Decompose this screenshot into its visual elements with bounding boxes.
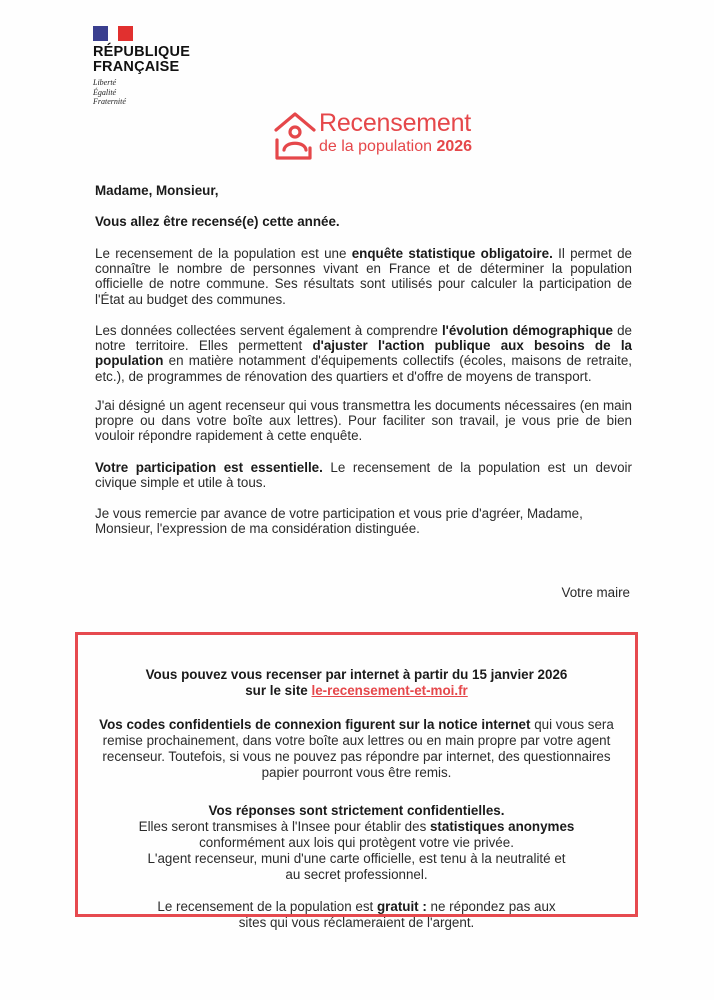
paragraph-1: Le recensement de la population est une enquête statistique obligatoire. Il permet de connaître le nombre de personnes vivant en France et de déterminer la population officielle de notre commune. Ses résultats sont utilisés pour calculer la participation de l'État au budget des communes. <box>95 246 632 307</box>
census-website-link[interactable]: le-recensement-et-moi.fr <box>311 683 468 698</box>
census-logo <box>273 110 472 162</box>
paragraph-5: Je vous remercie par avance de votre participation et vous prie d'agréer, Madame, Monsieur, l'expression de ma considération distinguée. <box>95 506 583 537</box>
free-notice: Le recensement de la population est gratuit : ne répondez pas aux sites qui vous réclameraient de l'argent. <box>157 899 556 930</box>
logo-title: Recensement <box>319 109 472 137</box>
house-person-icon <box>273 110 317 162</box>
paragraph-3: J'ai désigné un agent recenseur qui vous transmettra les documents nécessaires (en main propre ou dans votre boîte aux lettres). Pour faciliter son travail, je vous prie de bien vouloir répondre rapidement à cette enquête. <box>95 398 632 444</box>
confidential-line-4: au secret professionnel. <box>285 867 428 882</box>
republic-name: RÉPUBLIQUE FRANÇAISE <box>93 44 191 75</box>
republique-francaise-logo <box>93 26 190 107</box>
confidential-line-3: L'agent recenseur, muni d'une carte officielle, est tenu à la neutralité et <box>147 851 566 866</box>
marianne-flag-icon <box>93 26 133 41</box>
website-line: sur le site le-recensement-et-moi.fr <box>245 683 468 698</box>
confidential-line-1: Elles seront transmises à l'Insee pour établir des statistiques anonymes <box>138 819 575 834</box>
confidential-line-2: conformément aux lois qui protègent votre vie privée. <box>199 835 514 850</box>
info-box <box>75 632 638 930</box>
intro-line: Vous allez être recensé(e) cette année. <box>95 214 340 229</box>
republic-motto: Liberté Égalité Fraternité <box>93 78 126 106</box>
codes-paragraph: Vos codes confidentiels de connexion figurent sur la notice internet qui vous sera remise prochainement, dans votre boîte aux lettres ou en main propre par votre agent recenseur. Toutefois, si vous ne pouvez pas répondre par internet, des questionnaires papier pourront vous être remis. <box>99 717 614 780</box>
salutation: Madame, Monsieur, <box>95 183 219 198</box>
paragraph-2: Les données collectées servent également à comprendre l'évolution démographique de notre territoire. Elles permettent d'ajuster l'action publique aux besoins de la population en matière notamment d'équipements collectifs (écoles, maisons de retraite, etc.), de programmes de rénovation des quartiers et d'offre de moyens de transport. <box>95 323 633 384</box>
confidential-title: Vos réponses sont strictement confidentielles. <box>208 803 505 818</box>
paragraph-4: Votre participation est essentielle. Le recensement de la population est un devoir civique simple et utile à tous. <box>95 460 632 491</box>
signature: Votre maire <box>561 585 630 600</box>
online-census-line: Vous pouvez vous recenser par internet à partir du 15 janvier 2026 <box>145 667 568 682</box>
logo-subtitle: de la population 2026 <box>319 138 473 155</box>
